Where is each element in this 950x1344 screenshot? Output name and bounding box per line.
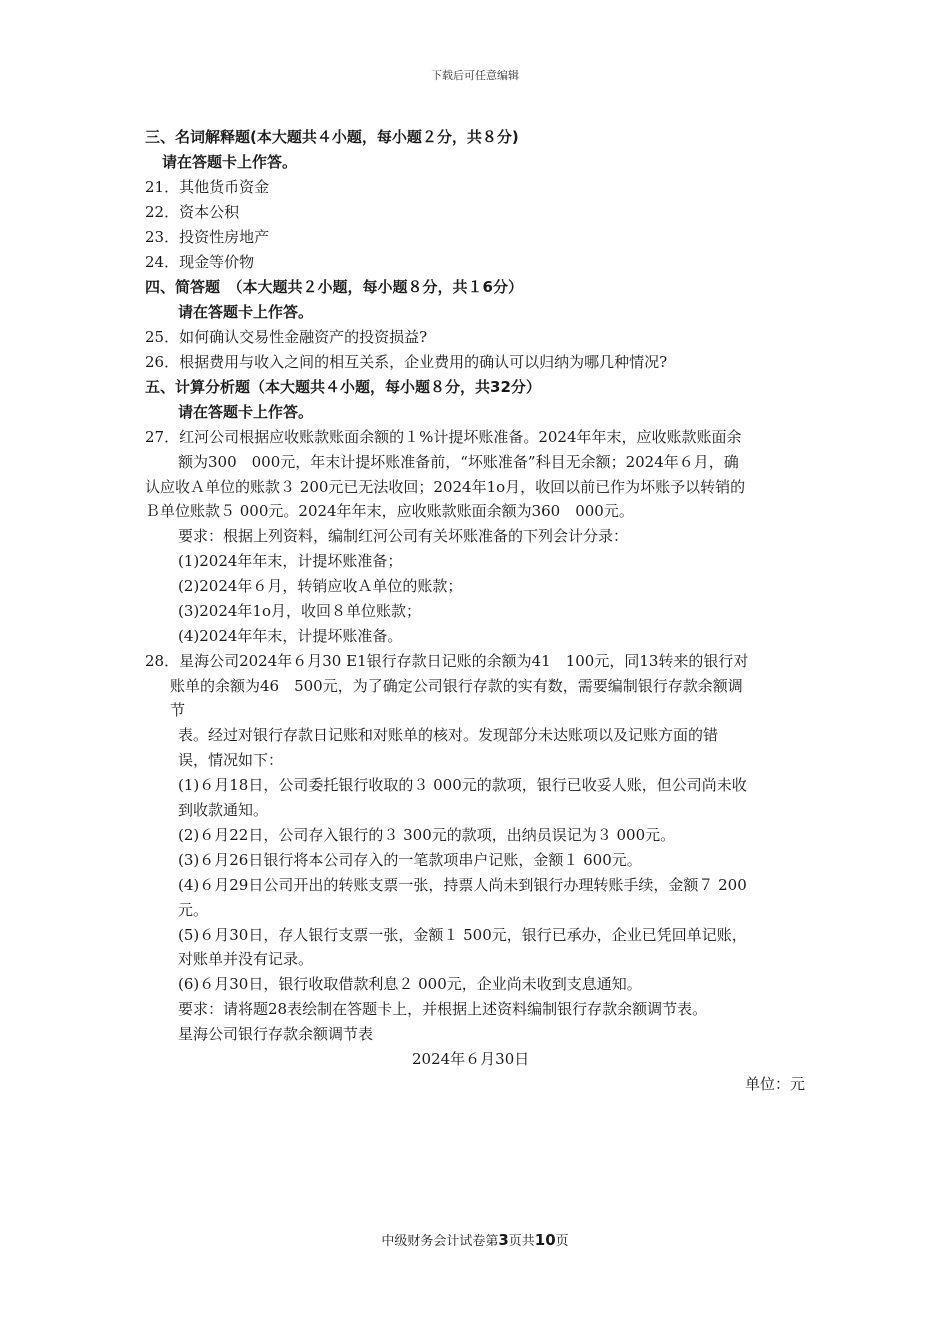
total-page-number: 10 (534, 1231, 556, 1249)
term-item: 21．其他货币资金 (145, 178, 270, 196)
table-date: 2024年６月30日 (412, 1050, 530, 1068)
q28-line: 元。 (178, 901, 209, 919)
q28-line: (6)６月30日，银行收取借款利息２ 000元，企业尚未收到支息通知。 (178, 975, 642, 993)
table-title: 星海公司银行存款余额调节表 (178, 1025, 374, 1043)
term-item: 23．投资性房地产 (145, 228, 270, 246)
q28-line: 账单的余额为46 500元，为了确定公司银行存款的实有数，需要编制银行存款余额调 (170, 677, 743, 695)
q28-line: 表。经过对银行存款日记账和对账单的核对。发现部分未达账项以及记账方面的错 (178, 726, 719, 744)
q28-line: 到收款通知。 (178, 801, 269, 819)
footer-suffix: 页 (555, 1234, 569, 1249)
q27-requirement: 要求：根据上列资料，编制红河公司有关坏账准备的下列会计分录： (178, 527, 629, 545)
q27-part: (3)2024年1o月，收回８单位账款； (178, 602, 421, 620)
question-item: 25．如何确认交易性金融资产的投资损益? (145, 328, 428, 346)
section-3-instruction: 请在答题卡上作答。 (162, 153, 298, 171)
q27-part: (1)2024年年末，计提坏账准备； (178, 552, 403, 570)
section-4-instruction: 请在答题卡上作答。 (178, 303, 314, 321)
q28-line: 对账单并没有记录。 (178, 950, 314, 968)
term-item: 22．资本公积 (145, 203, 240, 221)
section-4-title: 四、简答题 （本大题共２小题，每小题８分，共１6分） (145, 278, 523, 296)
q27-line: 认应收Ａ单位的账款３ 200元已无法收回；2024年1o月，收回以前已作为坏账予以转销的 (145, 478, 746, 496)
section-3-title: 三、名词解释题(本大题共４小题，每小题２分，共８分) (145, 128, 519, 146)
q28-line: (1)６月18日，公司委托银行收取的３ 000元的款项，银行已收妥人账，但公司尚未收 (178, 776, 747, 794)
table-unit: 单位：元 (744, 1075, 805, 1093)
footer-middle: 页共 (508, 1234, 535, 1249)
page-footer (0, 1230, 950, 1252)
section-5-title: 五、计算分析题（本大题共４小题，每小题８分，共32分） (145, 378, 541, 396)
q28-line: 28．星海公司2024年６月30 E1银行存款日记账的余额为41 100元，同13转来的银行对 (145, 652, 749, 670)
section-5-instruction: 请在答题卡上作答。 (178, 403, 314, 421)
q28-line: (2)６月22日，公司存入银行的３ 300元的款项，出纳员误记为３ 000元。 (178, 826, 676, 844)
header-note: 下载后可任意编辑 (431, 69, 519, 82)
question-item: 26．根据费用与收入之间的相互关系，企业费用的确认可以归纳为哪几种情况? (145, 353, 668, 371)
q28-line: 要求：请将题28表绘制在答题卡上，并根据上述资料编制银行存款余额调节表。 (178, 1000, 708, 1018)
q28-line: 节 (170, 701, 186, 719)
term-item: 24．现金等价物 (145, 253, 255, 271)
q27-part: (2)2024年６月，转销应收Ａ单位的账款； (178, 577, 463, 595)
q27-line: 27．红河公司根据应收账款账面余额的１%计提坏账准备。2024年年末，应收账款账面余 (145, 428, 742, 446)
q28-line: 误，情况如下： (178, 751, 284, 769)
footer-prefix: 中级财务会计试卷第 (381, 1234, 499, 1249)
q27-part: (4)2024年年末，计提坏账准备。 (178, 627, 403, 645)
q28-line: (5)６月30日，存人银行支票一张，金额１ 500元，银行已承办，企业已凭回单记账， (178, 926, 747, 944)
q27-line: 额为300 000元，年末计提坏账准备前，“坏账准备”科目无余额；2024年６月，确 (178, 453, 739, 471)
q28-line: (3)６月26日银行将本公司存入的一笔款项串户记账，金额１ 600元。 (178, 851, 642, 869)
q28-line: (4)６月29日公司开出的转账支票一张，持票人尚未到银行办理转账手续，金额７ 200 (178, 876, 747, 894)
current-page-number: 3 (498, 1231, 509, 1249)
q27-line: Ｂ单位账款５ 000元。2024年年末，应收账款账面余额为360 000元。 (145, 502, 634, 520)
